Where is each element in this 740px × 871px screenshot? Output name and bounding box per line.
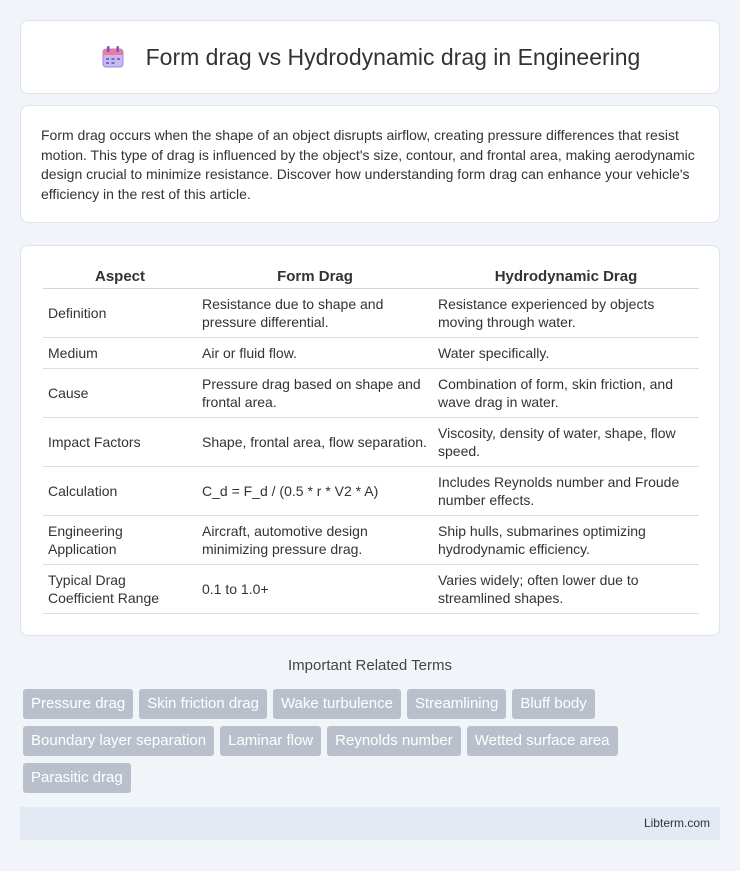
- hydrodynamic-drag-cell: Ship hulls, submarines optimizing hydrodynamic efficiency.: [433, 516, 699, 565]
- related-term-tag[interactable]: Pressure drag: [23, 689, 133, 719]
- related-terms-list: [23, 689, 723, 800]
- form-drag-cell: 0.1 to 1.0+: [197, 565, 433, 614]
- footer-site-link[interactable]: Libterm.com: [643, 816, 710, 830]
- footer: [20, 807, 720, 840]
- related-term-tag[interactable]: Streamlining: [407, 689, 506, 719]
- related-term-tag[interactable]: Bluff body: [512, 689, 594, 719]
- form-drag-cell: Shape, frontal area, flow separation.: [197, 418, 433, 467]
- table-row: [43, 369, 699, 418]
- comparison-table: [43, 268, 699, 614]
- row-label: Engineering Application: [43, 516, 197, 565]
- hydrodynamic-drag-cell: Water specifically.: [433, 338, 699, 369]
- table-row: [43, 289, 699, 338]
- form-drag-cell: Pressure drag based on shape and frontal area.: [197, 369, 433, 418]
- table-row: [43, 418, 699, 467]
- comparison-card: [20, 245, 720, 636]
- related-term-tag[interactable]: Parasitic drag: [23, 763, 131, 793]
- form-drag-cell: Air or fluid flow.: [197, 338, 433, 369]
- table-header-row: [43, 268, 699, 289]
- related-terms-heading: Important Related Terms: [288, 657, 452, 674]
- column-header-aspect: Aspect: [43, 268, 197, 289]
- hydrodynamic-drag-cell: Varies widely; often lower due to streamlined shapes.: [433, 565, 699, 614]
- row-label: Impact Factors: [43, 418, 197, 467]
- row-label: Calculation: [43, 467, 197, 516]
- form-drag-cell: C_d = F_d / (0.5 * r * V2 * A): [197, 467, 433, 516]
- row-label: Cause: [43, 369, 197, 418]
- title-card: [20, 20, 720, 94]
- row-label: Typical Drag Coefficient Range: [43, 565, 197, 614]
- related-term-tag[interactable]: Wake turbulence: [273, 689, 401, 719]
- intro-text: Form drag occurs when the shape of an object disrupts airflow, creating pressure differences that resist motion. This type of drag is influenced by the object's size, contour, and frontal area, making aerodynamic design crucial to minimize resistance. Discover how understanding form drag can enhance your vehicle's efficiency in the rest of this article.: [41, 127, 695, 202]
- form-drag-cell: Resistance due to shape and pressure differential.: [197, 289, 433, 338]
- form-drag-cell: Aircraft, automotive design minimizing pressure drag.: [197, 516, 433, 565]
- hydrodynamic-drag-cell: Includes Reynolds number and Froude number effects.: [433, 467, 699, 516]
- related-term-tag[interactable]: Skin friction drag: [139, 689, 267, 719]
- table-row: [43, 338, 699, 369]
- table-row: [43, 467, 699, 516]
- row-label: Medium: [43, 338, 197, 369]
- table-row: [43, 516, 699, 565]
- page-title: Form drag vs Hydrodynamic drag in Engineering: [145, 43, 641, 70]
- related-term-tag[interactable]: Laminar flow: [220, 726, 321, 756]
- hydrodynamic-drag-cell: Resistance experienced by objects moving through water.: [433, 289, 699, 338]
- hydrodynamic-drag-cell: Viscosity, density of water, shape, flow speed.: [433, 418, 699, 467]
- intro-card: [20, 105, 720, 223]
- row-label: Definition: [43, 289, 197, 338]
- related-term-tag[interactable]: Wetted surface area: [467, 726, 618, 756]
- related-term-tag[interactable]: Boundary layer separation: [23, 726, 214, 756]
- column-header-form-drag: Form Drag: [197, 268, 433, 289]
- calendar-icon: [100, 44, 126, 70]
- table-row: [43, 565, 699, 614]
- column-header-hydrodynamic-drag: Hydrodynamic Drag: [433, 268, 699, 289]
- hydrodynamic-drag-cell: Combination of form, skin friction, and wave drag in water.: [433, 369, 699, 418]
- related-term-tag[interactable]: Reynolds number: [327, 726, 461, 756]
